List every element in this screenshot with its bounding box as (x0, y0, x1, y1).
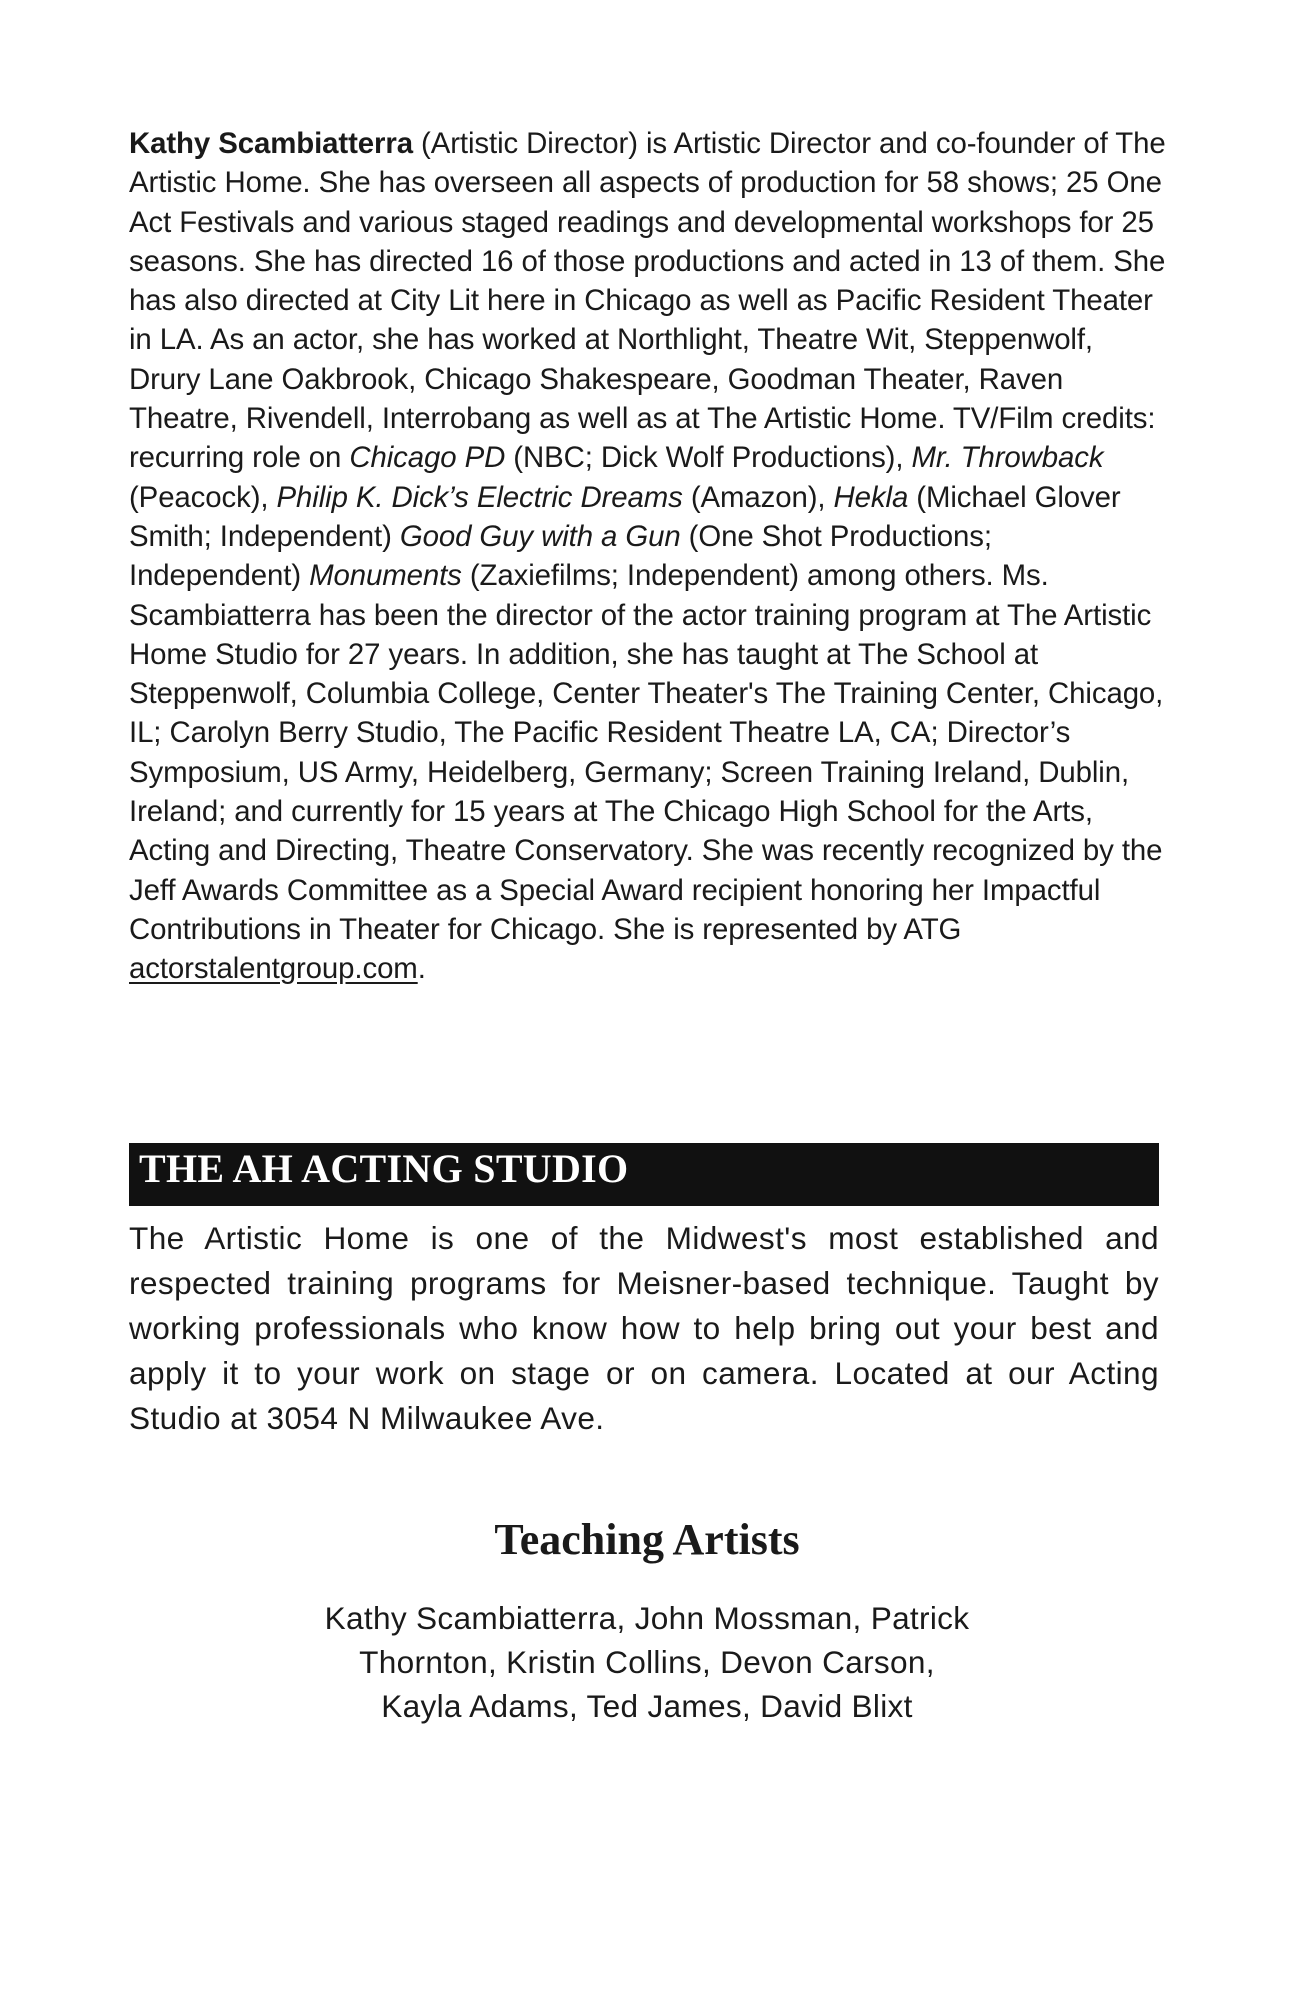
bio-text: (Zaxiefilms; Independent) among others. Ms. Scambiatterra has been the director of the actor training program at The Artistic Home Studio for 27 years. In addition, she has taught at The School at Steppenwolf, Columbia College, Center Theater's The Training Center, Chicago, IL; Carolyn Berry Studio, The Pacific Resident Theatre LA, CA; Director’s Symposium, US Army, Heidelberg, Germany; Screen Training Ireland, Dublin, Ireland; and currently for 15 years at The Chicago High School for the Arts, Acting and Directing, Theatre Conservatory. She was recently recognized by the Jeff Awards Committee as a Special Award recipient honoring her Impactful Contributions in Theater for Chicago. She is represented by ATG (129, 559, 1164, 946)
agency-link[interactable]: actorstalentgroup.com (129, 952, 418, 986)
studio-description: The Artistic Home is one of the Midwest's most established and respected training programs for Meisner-based technique. Taught by working professionals who know how to help bring out your best and apply it to your work on stage or on camera. Located at our Acting Studio at 3054 N Milwaukee Ave. (129, 1220, 1159, 1436)
bio-text: (NBC; Dick Wolf Productions), (505, 441, 912, 475)
bio-text: (One Shot Productions; Independent) (129, 519, 992, 593)
bio-paragraph (129, 124, 1169, 989)
bio-text: (Peacock), (129, 480, 277, 514)
credit-title: Philip K. Dick’s Electric Dreams (276, 480, 683, 514)
bio-name: Kathy Scambiatterra (129, 127, 413, 160)
teaching-artists-list: Kathy Scambiatterra, John Mossman, Patrick Thornton, Kristin Collins, Devon Carson, Kayla Adams, Ted James, David Blixt (324, 1600, 970, 1724)
credit-title: Mr. Throwback (911, 441, 1104, 475)
studio-heading-banner (129, 1143, 1159, 1206)
bio-text: (Amazon), (682, 480, 834, 514)
credit-title: Chicago PD (349, 441, 506, 475)
bio-text: . (417, 952, 426, 986)
credit-title: Monuments (309, 559, 462, 593)
studio-heading: THE AH ACTING STUDIO (139, 1146, 629, 1191)
credit-title: Good Guy with a Gun (399, 519, 681, 553)
credit-title: Hekla (833, 480, 909, 514)
bio-text: (Artistic Director) is Artistic Director and co-founder of The Artistic Home. She has overseen all aspects of production for 58 shows; 25 One Act Festivals and various staged readings and developmental workshops for 25 seasons. She has directed 16 of those productions and acted in 13 of them. She has also directed at City Lit here in Chicago as well as Pacific Resident Theater in LA. As an actor, she has worked at Northlight, Theatre Wit, Steppenwolf, Drury Lane Oakbrook, Chicago Shakespeare, Goodman Theater, Raven Theatre, Rivendell, Interrobang as well as at The Artistic Home. TV/Film credits: recurring role on (129, 127, 1166, 475)
teaching-artists-title: Teaching Artists (494, 1515, 800, 1564)
bio-text: (Michael Glover Smith; Independent) (129, 480, 1121, 553)
